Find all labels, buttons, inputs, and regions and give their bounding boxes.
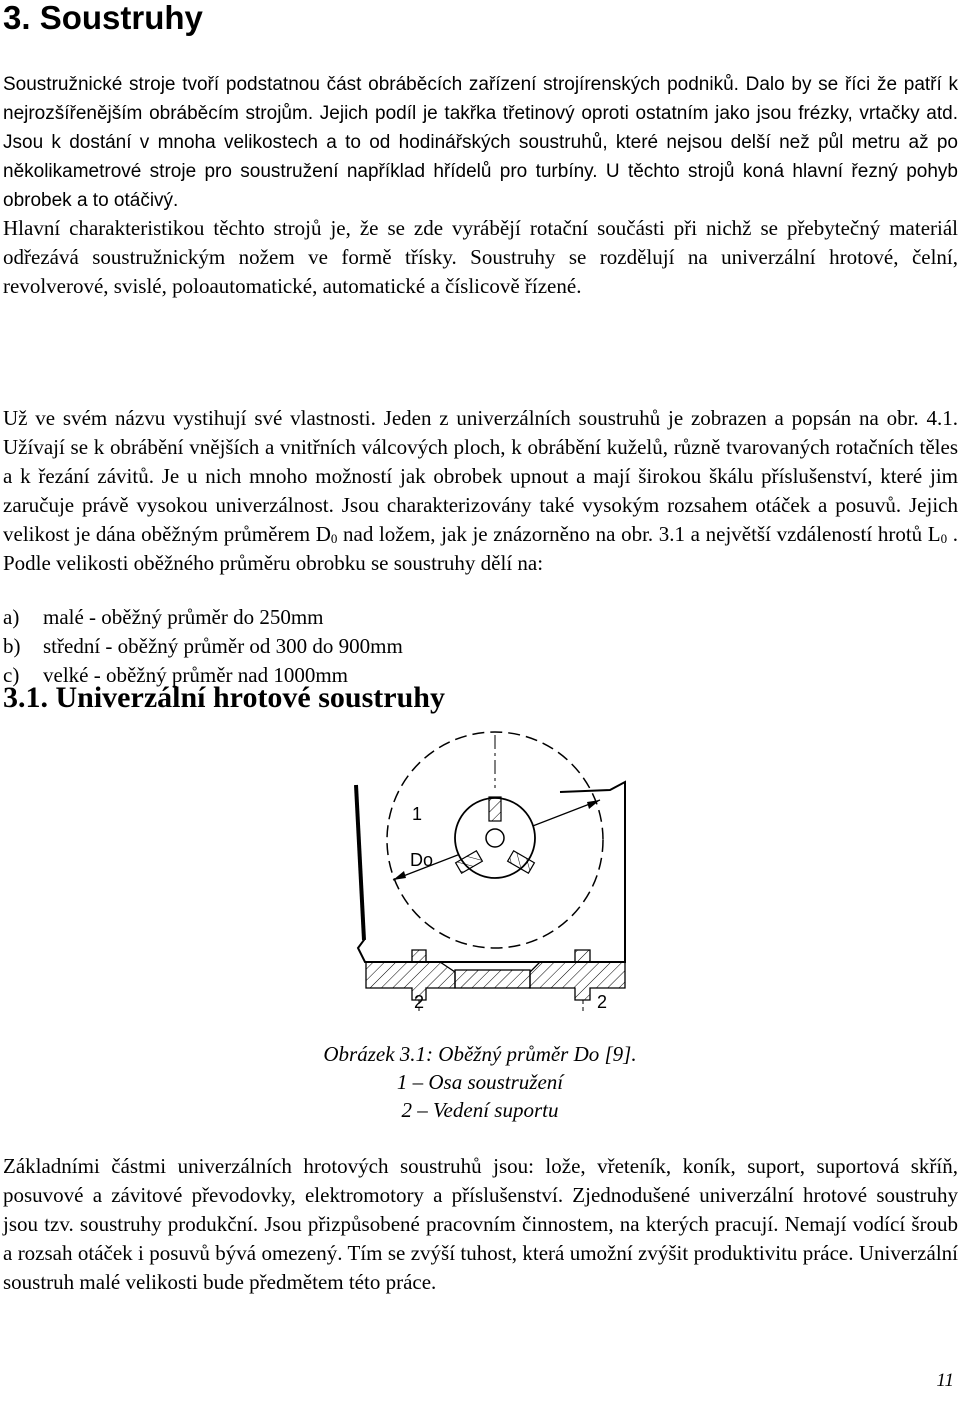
subscript-l0: 0: [940, 531, 948, 546]
section-text-2: nad ložem, jak je znázorněno na obr. 3.1 a největší vzdáleností hrotů L: [337, 522, 941, 546]
page-number: 11: [936, 1370, 954, 1391]
label-axis: 1: [412, 804, 423, 824]
figure-caption-legend-1: 1 – Osa soustružení: [396, 1070, 564, 1094]
bed-guide-left: [366, 950, 455, 1000]
intro-paragraph-2: Hlavní charakteristikou těchto strojů je, že se zde vyrábějí rotační součásti při nichž se přebytečný materiál odřezává soustružnickým nožem ve formě třísky. Soustruhy se rozdělují na univerzální hrotové, čelní, revolverové, svislé, poloautomatické, automatické a číslicově řízené.: [3, 216, 958, 298]
bed-guide-right: [530, 950, 625, 1000]
section-heading: 3.1. Univerzální hrotové soustruhy: [3, 681, 445, 714]
list-marker: a): [3, 605, 20, 629]
section-paragraph: [3, 404, 958, 578]
list-text: velké - oběžný průměr nad 1000mm: [43, 663, 348, 687]
list-text: střední - oběžný průměr od 300 do 900mm: [43, 634, 403, 658]
chapter-heading: 3. Soustruhy: [3, 0, 203, 36]
intro-paragraph: Soustružnické stroje tvoří podstatnou část obráběcích zařízení strojírenských podniků. Dalo by se říci že patří k nejrozšířenějším obráběcím strojům. Jejich podíl je takřka třetinový oproti ostatním jako jsou frézky, vrtačky atd. Jsou k dostání v mnoha velikostech a to od hodinářských soustruhů, které nejsou delší než půl metru až po několikametrové stroje pro soustružení například hřídelů pro turbíny. U těchto strojů koná hlavní řezný pohyb obrobek a to otáčivý.: [3, 74, 958, 211]
subscript-d0: 0: [330, 531, 338, 546]
list-text: malé - oběžný průměr do 250mm: [43, 605, 324, 629]
label-guide-right: 2: [597, 992, 608, 1012]
chuck-jaw-top: [489, 797, 501, 821]
figure-caption-title: Obrázek 3.1: Oběžný průměr Do [9].: [323, 1042, 637, 1066]
label-swing-diameter: Do: [410, 850, 434, 870]
list-marker: c): [3, 663, 20, 687]
size-list: [3, 603, 403, 690]
lathe-swing-diagram: [0, 730, 960, 1030]
list-marker: b): [3, 634, 21, 658]
figure-caption-legend-2: 2 – Vedení suportu: [401, 1098, 559, 1122]
section-text-3: . Podle velikosti oběžného průměru obrobku se soustruhy dělí na:: [3, 522, 959, 575]
list-item: [3, 603, 403, 632]
list-item: [3, 632, 403, 661]
label-guide-left: 2: [414, 992, 425, 1012]
list-item: [3, 661, 403, 690]
closing-paragraph: Základními částmi univerzálních hrotových soustruhů jsou: lože, vřeteník, koník, suport, suportová skříň, posuvové a závitové převodovky, elektromotory a příslušenství. Zjednodušené univerzální hrotové soustruhy jsou tzv. soustruhy produkční. Jsou přizpůsobené pracovním činnostem, na kterých pracují. Nemají vodící šroub a rozsah otáček i posuvů bývá omezený. Tím se zvýší tuhost, která umožní zvýšit produktivitu práce. Univerzální soustruh malé velikosti bude předmětem této práce.: [3, 1154, 958, 1294]
section-text-1: Už ve svém názvu vystihují své vlastnosti. Jeden z univerzálních soustruhů je zobrazen a popsán na obr. 4.1. Užívají se k obrábění vnějších a vnitřních válcových ploch, k obrábění kuželů, různě tvarovaných rotačních těles a k řezání závitů. Je u nich mnoho možností jak obrobek upnout a mají širokou škálu příslušenství, které jim zaručuje právě vysokou univerzálnost. Jsou charakterizovány také vysokým rozsahem otáček a posuvů. Jejich velikost je dána oběžným průměrem D: [3, 406, 958, 546]
